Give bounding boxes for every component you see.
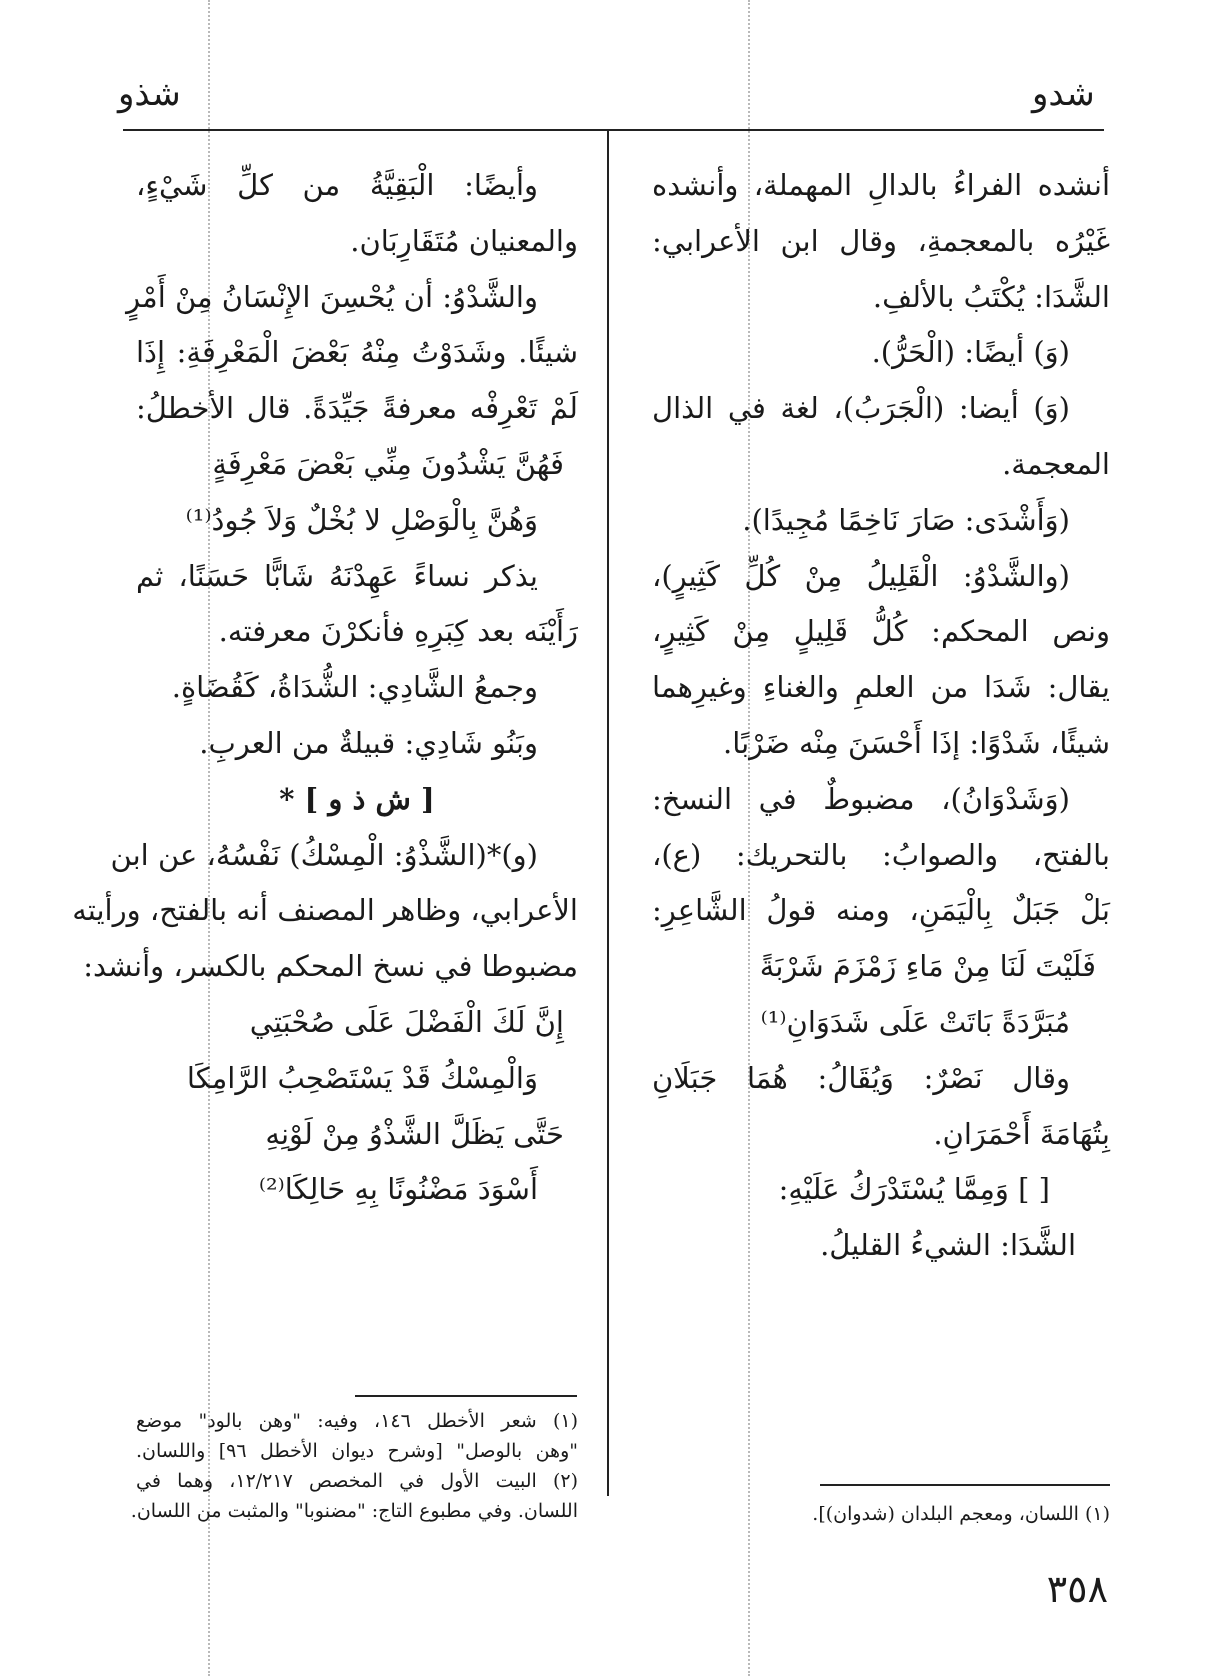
left-column: [72, 158, 578, 1218]
running-head-left: شذو: [118, 74, 181, 114]
text-line: ونص المحكم: كُلُّ قَلِيلٍ مِنْ كَثِيرٍ،: [652, 614, 1110, 649]
footnote-line: (١) اللسان، ومعجم البلدان (شدوان)].: [812, 1503, 1110, 1525]
text-line: الشَّدَا: يُكْتَبُ بالألفِ.: [872, 279, 1110, 314]
text-line: لَمْ تَعْرِفْه معرفةً جَيِّدَةً. قال الأخطلُ:: [136, 391, 578, 426]
text-line: رَأَيْنَه بعد كِبَرِهِ فأنكرْنَ معرفته.: [218, 614, 578, 649]
text-line: الشَّدَا: الشيءُ القليلُ.: [820, 1228, 1076, 1263]
verse-line: وَالْمِسْكُ قَدْ يَسْتَصْحِبُ الرَّامِكَا: [186, 1060, 538, 1095]
verse-line: فَهُنَّ يَشْدُونَ مِنِّي بَعْضَ مَعْرِفَةٍ: [212, 446, 564, 481]
verse-line: فَلَيْتَ لَنَا مِنْ مَاءِ زَمْزَمَ شَرْبَةً: [759, 949, 1096, 984]
text-line: يذكر نساءً عَهِدْنَهُ شَابًّا حَسَنًا، ثم: [136, 558, 538, 593]
text-line: وقال نَصْرٌ: وَيُقَالُ: هُمَا جَبَلَانِ: [652, 1060, 1070, 1095]
footnote-rule-left: [355, 1395, 577, 1397]
text-line: بَلْ جَبَلٌ بِالْيَمَنِ، ومنه قولُ الشَّاعِرِ:: [652, 893, 1110, 928]
text-line: (وَ) أيضًا: (الْحَرُّ).: [871, 335, 1070, 370]
footnotes-right: [790, 1499, 1110, 1529]
text-line: والمعنيان مُتَقَارِبَان.: [350, 223, 578, 258]
footnote-line: "وهن بالوصل" [وشرح ديوان الأخطل ٩٦] واللسان.: [136, 1440, 578, 1462]
text-line: (و)*(الشَّذْوُ: الْمِسْكُ) نَفْسُهُ، عن ابن: [110, 837, 538, 872]
footnote-rule-right: [820, 1484, 1110, 1486]
verse-line: وَهُنَّ بِالْوَصْلِ لا بُخْلٌ وَلاَ جُودُ⁽¹⁾: [185, 502, 538, 537]
verse-line: إِنَّ لَكَ الْفَضْلَ عَلَى صُحْبَتِي: [249, 1004, 564, 1039]
page-number: ٣٥٨: [1046, 1567, 1108, 1611]
text-line: وأيضًا: الْبَقِيَّةُ من كلِّ شَيْءٍ،: [136, 168, 538, 202]
text-line: أنشده الفراءُ بالدالِ المهملة، وأنشده: [652, 168, 1110, 202]
text-line: (وَشَدْوَانُ)، مضبوطٌ في النسخ:: [652, 781, 1070, 816]
header-rule: [123, 129, 1104, 131]
text-line: الأعرابي، وظاهر المصنف أنه بالفتح، ورأيته: [72, 893, 578, 928]
text-line: (والشَّدْوُ: الْقَلِيلُ مِنْ كُلِّ كَثِيرٍ)،: [652, 558, 1070, 593]
text-line: وجمعُ الشَّادِي: الشُّدَاةُ، كَقُضَاةٍ.: [171, 670, 538, 705]
footnote-line: اللسان. وفي مطبوع التاج: "مضنوبا" والمثبت من اللسان.: [130, 1500, 578, 1522]
verse-line: حَتَّى يَظَلَّ الشَّذْوُ مِنْ لَوْنِهِ: [265, 1116, 564, 1151]
column-divider: [607, 129, 609, 1496]
footnote-line: (٢) البيت الأول في المخصص ١٢/٢١٧، وهما في: [136, 1470, 578, 1492]
right-column: [652, 158, 1110, 1274]
footnote-line: (١) شعر الأخطل ١٤٦، وفيه: "وهن بالود" موضع: [136, 1410, 579, 1432]
verse-line: أَسْوَدَ مَضْنُونًا بِهِ حَالِكَا⁽²⁾: [258, 1172, 538, 1207]
text-line: شيئًا. وشَدَوْتُ مِنْهُ بَعْضَ الْمَعْرِفَةِ: إِذَا: [136, 335, 578, 370]
text-line: (وَ) أيضا: (الْجَرَبُ)، لغة في الذال: [652, 391, 1070, 426]
text-line: بالفتح، والصوابُ: بالتحريك: (ع)،: [652, 837, 1110, 872]
text-line: (وَأَشْدَى: صَارَ نَاخِمًا مُجِيدًا).: [742, 502, 1070, 537]
text-line: مضبوطا في نسخ المحكم بالكسر، وأنشد:: [83, 949, 578, 984]
footnotes-left: [130, 1406, 579, 1526]
entry-heading: [ ش ذ و ] *: [279, 781, 435, 816]
verse-line: مُبَرَّدَةً بَاتَتْ عَلَى شَدَوَانِ⁽¹⁾: [760, 1004, 1070, 1039]
text-line: والشَّدْوُ: أن يُحْسِنَ الإِنْسَانُ مِنْ أَمْرٍ: [126, 279, 538, 314]
text-line: المعجمة.: [1002, 446, 1110, 481]
text-line: يقال: شَدَا من العلمِ والغناءِ وغيرِهما: [652, 670, 1110, 705]
text-line: وبَنُو شَادِي: قبيلةٌ من العربِ.: [199, 725, 538, 760]
running-head-right: شدو: [1032, 74, 1095, 114]
text-line: شيئًا، شَدْوًا: إذَا أَحْسَنَ مِنْه ضَرْبًا.: [723, 725, 1110, 760]
supplement-heading: [ ] وَمِمَّا يُسْتَدْرَكُ عَلَيْهِ:: [778, 1172, 1050, 1207]
text-line: بِتُهَامَةَ أَحْمَرَانِ.: [933, 1116, 1110, 1151]
text-line: غَيْرُه بالمعجمةِ، وقال ابن الأعرابي:: [652, 223, 1110, 258]
